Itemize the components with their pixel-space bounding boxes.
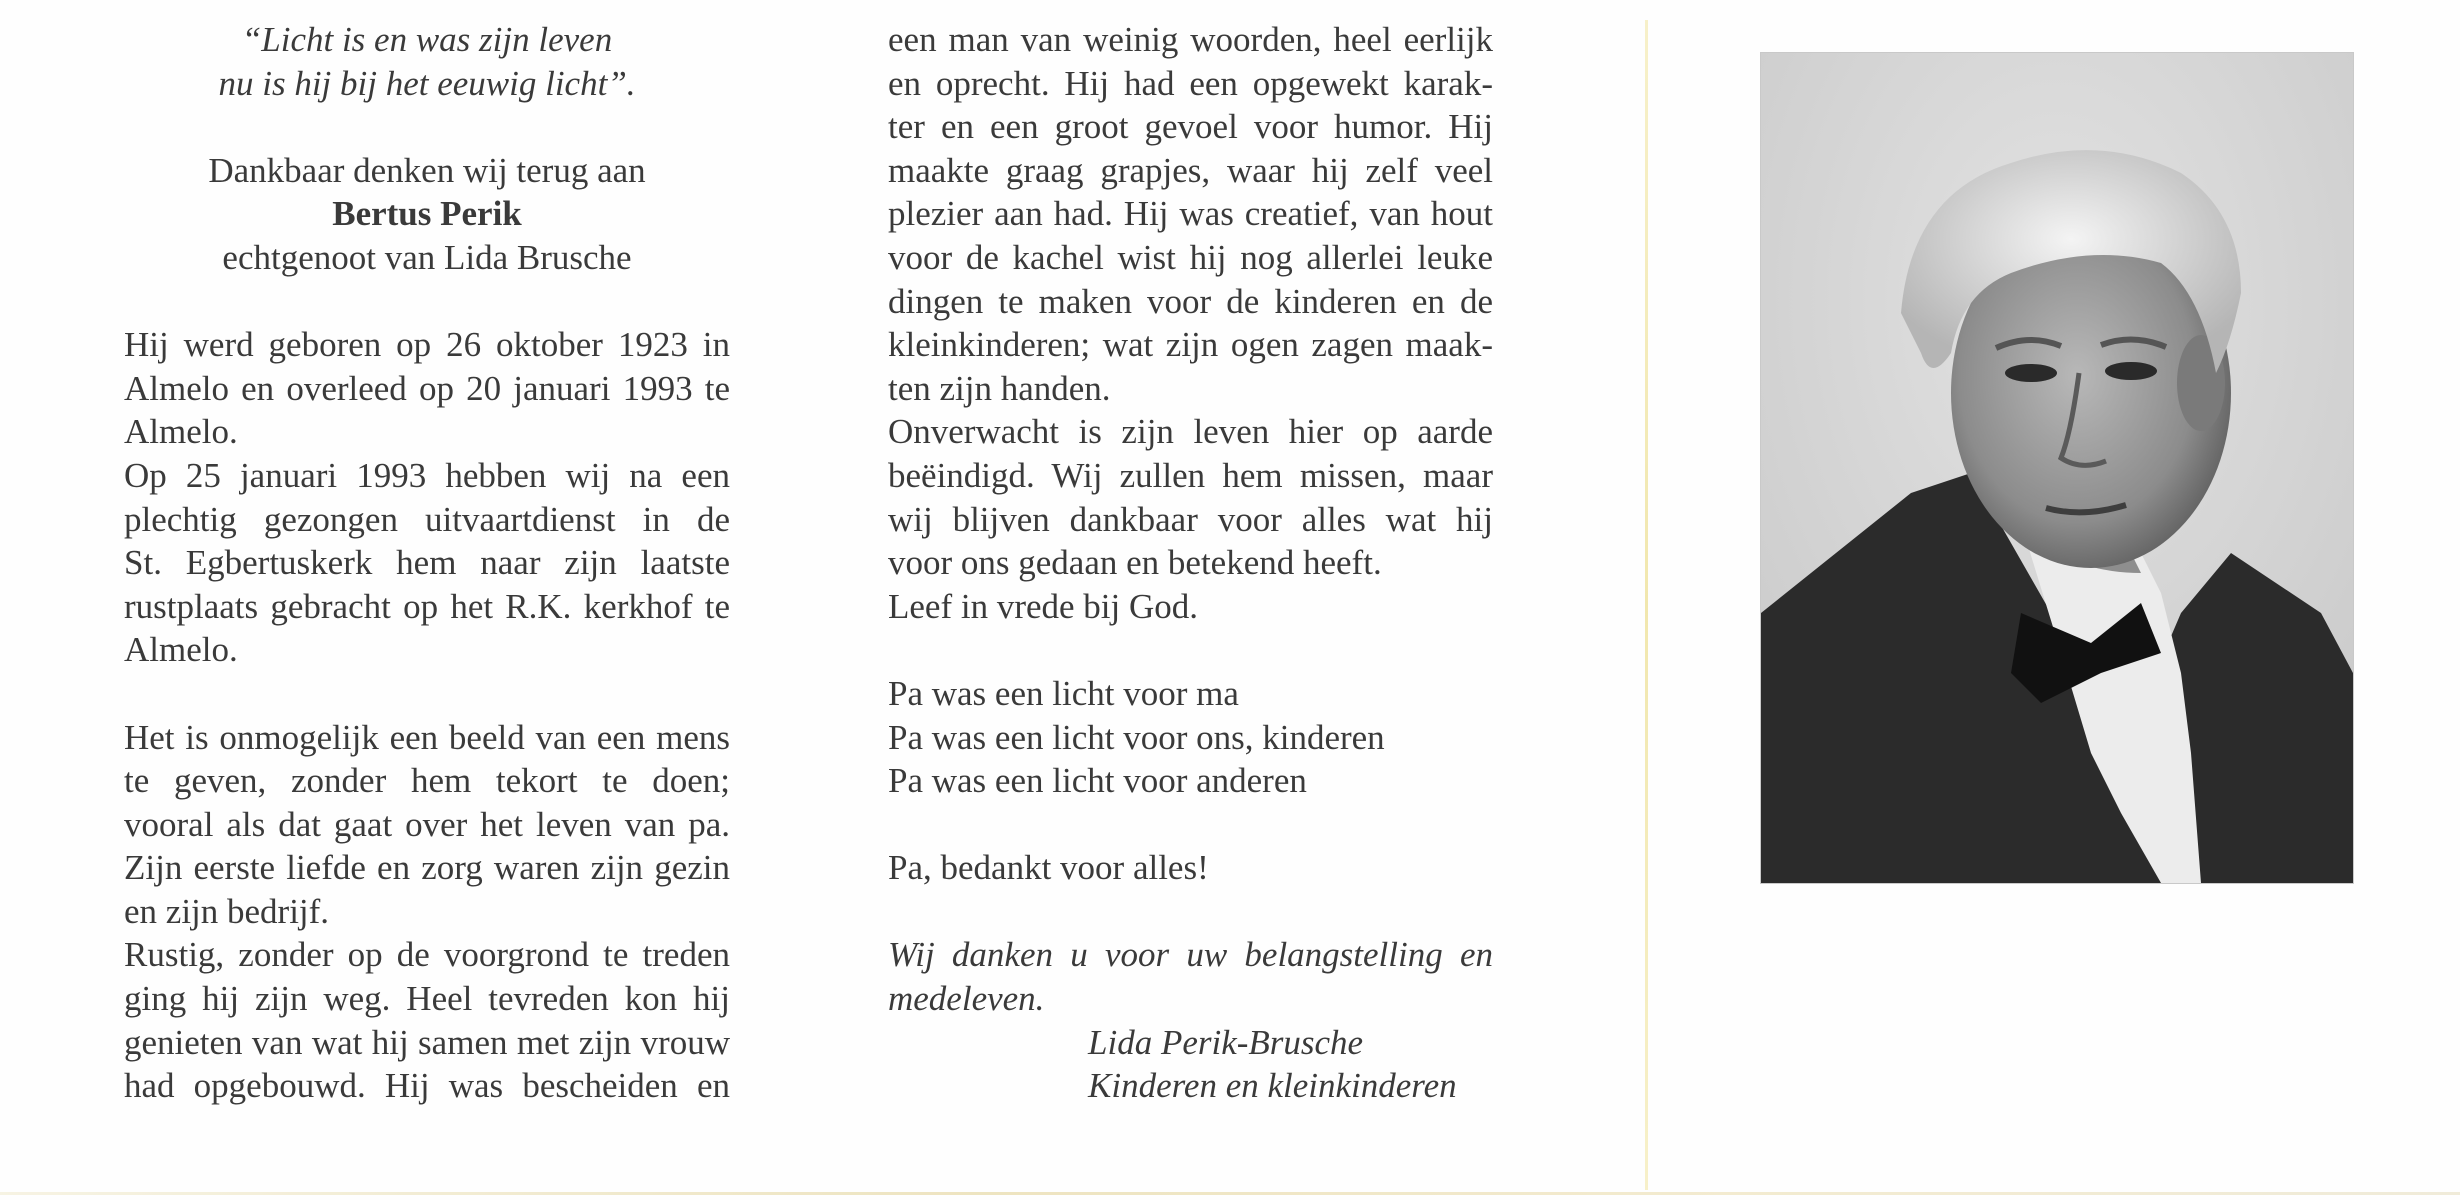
thanks-message-line: Wij danken u voor uw belangstelling en — [888, 935, 1493, 975]
birth-text-line: Almelo en overleed op 20 januari 1993 te — [124, 368, 730, 408]
character-text-line: ter en een groot gevoel voor humor. Hij — [888, 107, 1493, 147]
character-text-line: en oprecht. Hij had een opgewekt karak- — [888, 63, 1493, 103]
character-text-line: kleinkinderen; wat zijn ogen zagen maak- — [888, 325, 1493, 365]
portrait-illustration — [1761, 53, 2353, 883]
birth-text-line: Hij werd geboren op 26 oktober 1923 in — [124, 325, 730, 365]
right-text-column — [888, 18, 1493, 1108]
character-text-line: dingen te maken voor de kinderen en de — [888, 281, 1493, 321]
quote-line-2: nu is hij bij het eeuwig licht”. — [218, 63, 636, 103]
farewell-text-line: beëindigd. Wij zullen hem missen, maar — [888, 455, 1493, 495]
character-text-line: voor de kachel wist hij nog allerlei leuke — [888, 237, 1493, 277]
poem-line: Pa was een licht voor ma — [888, 673, 1239, 713]
tribute-text-line: en zijn bedrijf. — [124, 891, 330, 931]
signature-line: Lida Perik-Brusche — [1088, 1022, 1364, 1062]
quote-line-1: “Licht is en was zijn leven — [241, 20, 613, 59]
left-text-column — [124, 18, 730, 1108]
birth-text-line: Almelo. — [124, 412, 238, 452]
tribute-text-line: Het is onmogelijk een beeld van een mens — [124, 717, 730, 757]
signature-line: Kinderen en kleinkinderen — [1088, 1066, 1457, 1106]
character-text-line: had opgebouwd. Hij was bescheiden en — [124, 1066, 730, 1106]
card-fold-line — [1645, 20, 1648, 1190]
funeral-text-line: plechtig gezongen uitvaartdienst in de — [124, 499, 730, 539]
poem-line: Pa was een licht voor anderen — [888, 761, 1307, 801]
deceased-name: Bertus Perik — [332, 194, 522, 234]
thanks-message-line: medeleven. — [888, 979, 1045, 1019]
character-text-line: ging hij zijn weg. Heel tevreden kon hij — [124, 979, 730, 1019]
farewell-text-line: voor ons gedaan en betekend heeft. — [888, 543, 1382, 583]
character-text-line: genieten van wat hij samen met zijn vrouw — [124, 1022, 730, 1062]
intro-line: Dankbaar denken wij terug aan — [208, 150, 646, 190]
card-bottom-edge — [0, 1192, 2460, 1195]
tribute-text-line: vooral als dat gaat over het leven van pa. — [124, 804, 730, 844]
farewell-text-line: wij blijven dankbaar voor alles wat hij — [888, 499, 1493, 539]
funeral-text-line: St. Egbertuskerk hem naar zijn laatste — [124, 543, 730, 583]
farewell-text-line: Onverwacht is zijn leven hier op aarde — [888, 412, 1493, 452]
spouse-line: echtgenoot van Lida Brusche — [222, 237, 632, 277]
character-text-line: Rustig, zonder op de voorgrond te treden — [124, 935, 730, 975]
funeral-text-line: Op 25 januari 1993 hebben wij na een — [124, 455, 730, 495]
tribute-text-line: te geven, zonder hem tekort te doen; — [124, 761, 730, 801]
farewell-text-line: Leef in vrede bij God. — [888, 586, 1199, 626]
poem-line: Pa was een licht voor ons, kinderen — [888, 717, 1385, 757]
character-text-line: ten zijn handen. — [888, 368, 1111, 408]
portrait-photo — [1760, 52, 2354, 884]
thanks-pa-line: Pa, bedankt voor alles! — [888, 848, 1209, 888]
funeral-text-line: Almelo. — [124, 630, 238, 670]
character-text-line: een man van weinig woorden, heel eerlijk — [888, 20, 1493, 59]
tribute-text-line: Zijn eerste liefde en zorg waren zijn gezin — [124, 848, 730, 888]
character-text-line: maakte graag grapjes, waar hij zelf veel — [888, 150, 1493, 190]
character-text-line: plezier aan had. Hij was creatief, van hout — [888, 194, 1493, 234]
funeral-text-line: rustplaats gebracht op het R.K. kerkhof te — [124, 586, 730, 626]
